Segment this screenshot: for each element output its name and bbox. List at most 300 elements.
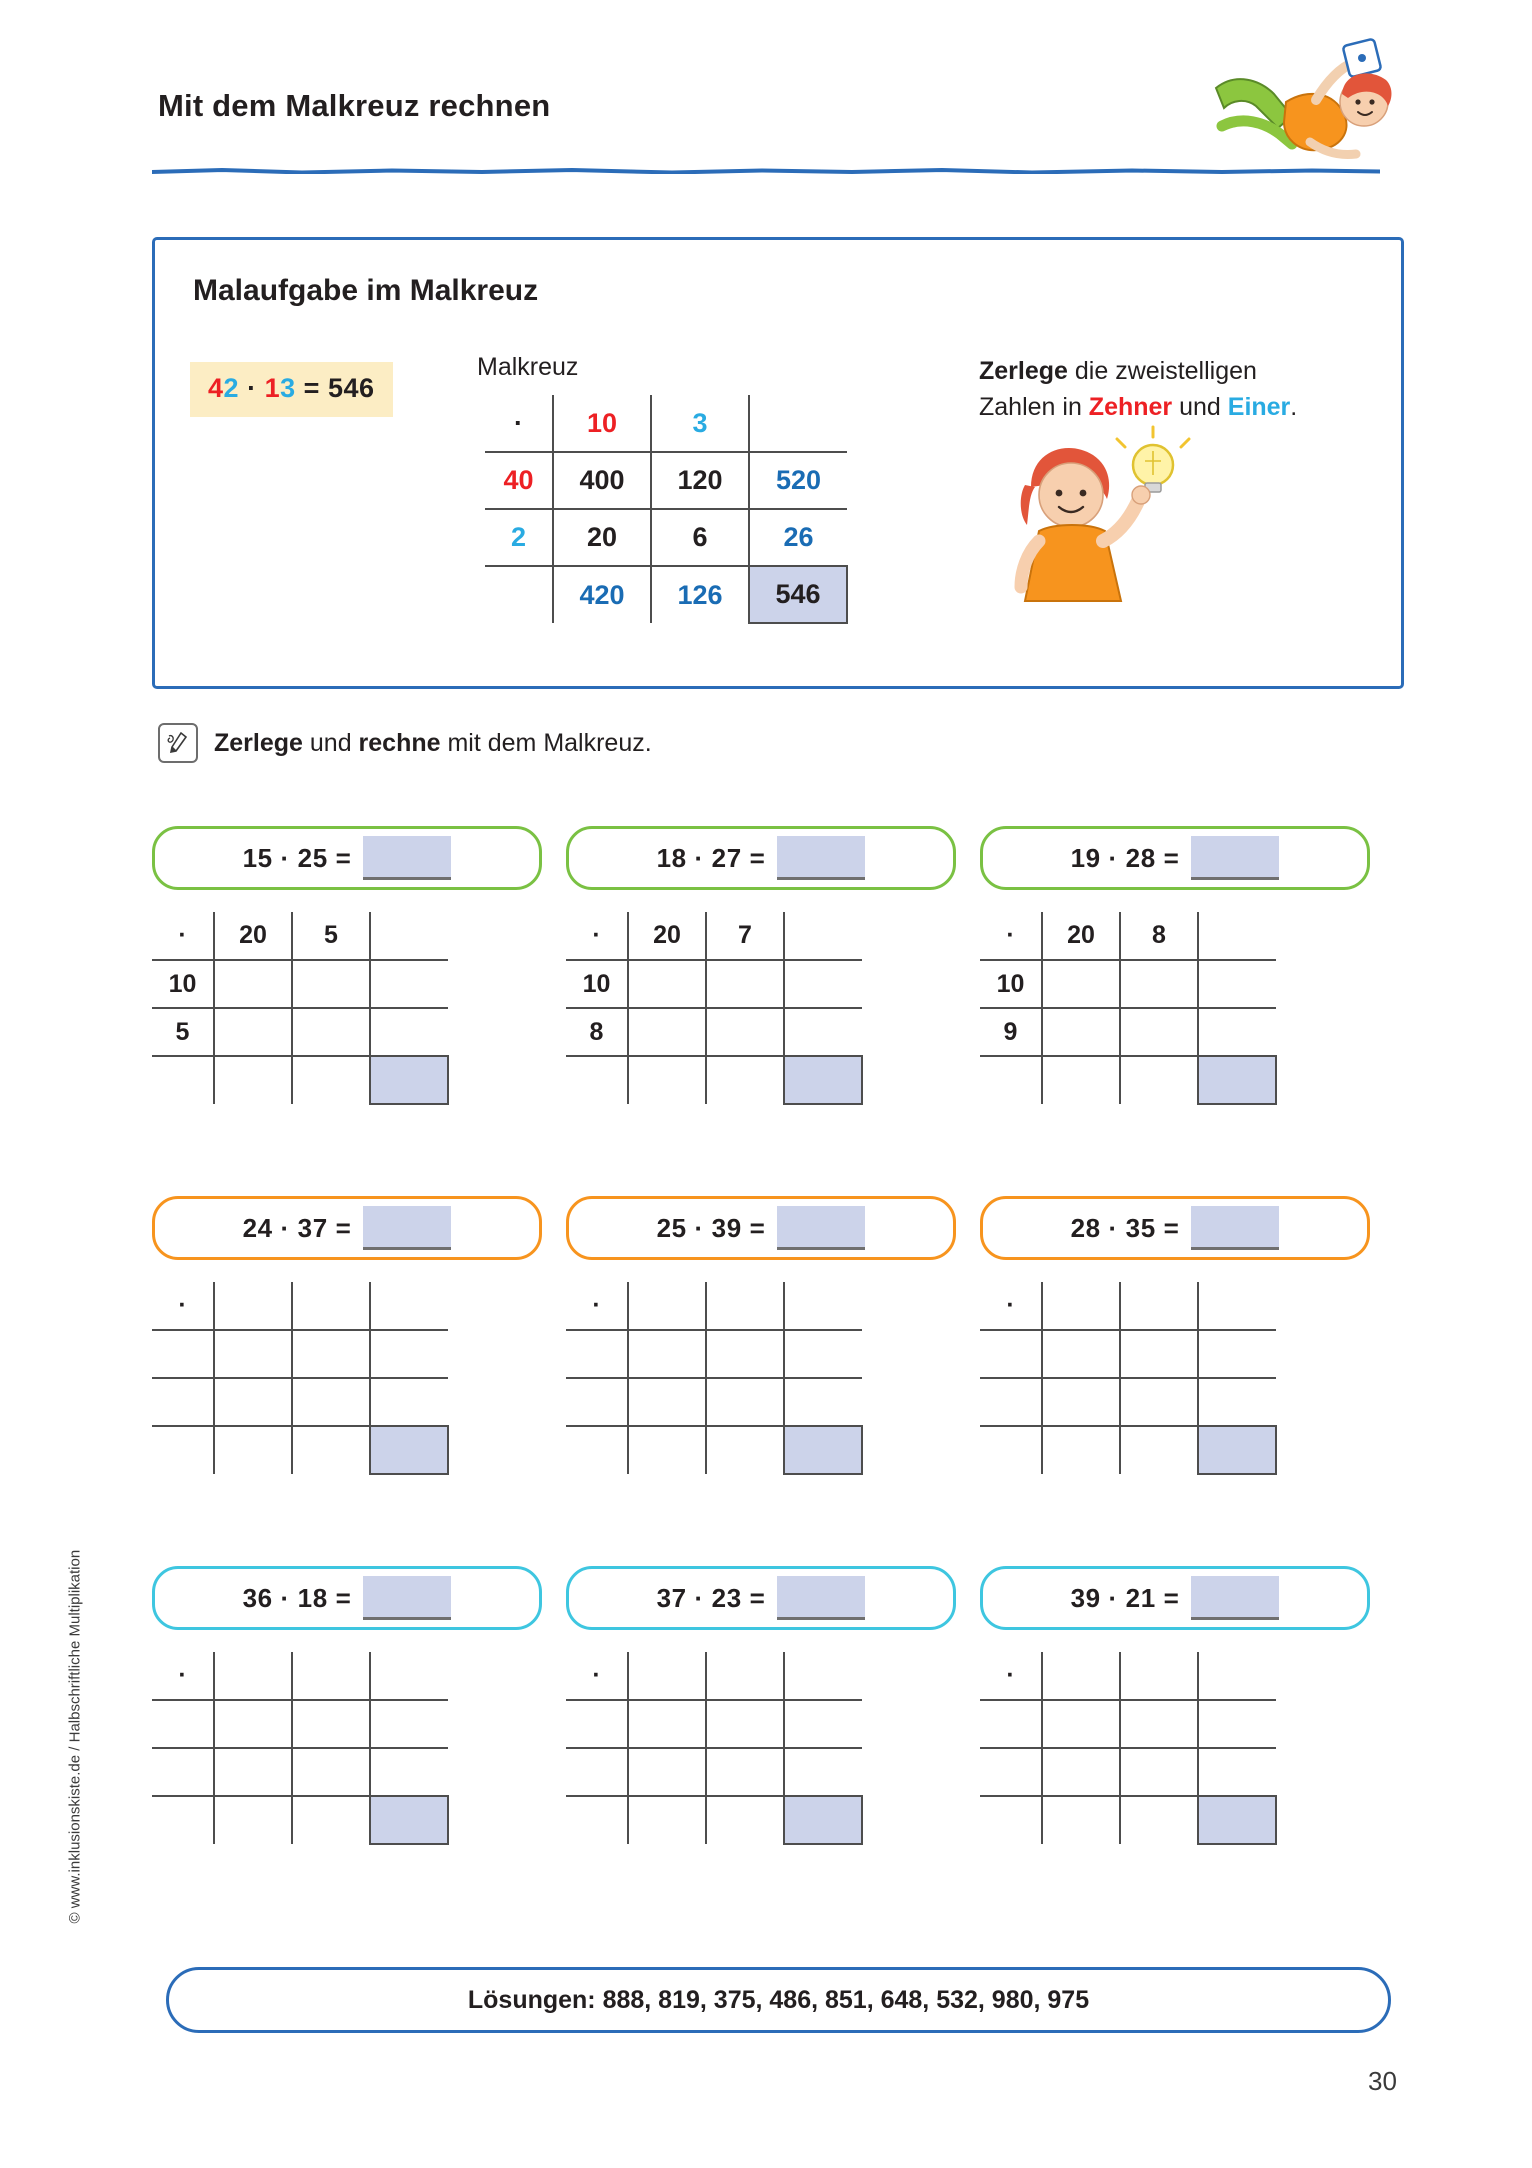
exercise-row-header-1[interactable] — [152, 1378, 214, 1426]
example-col-header-1: 3 — [651, 395, 749, 452]
exercise-cell-0-0[interactable] — [1042, 960, 1120, 1008]
exercise-row-sum-0[interactable] — [370, 960, 448, 1008]
exercise-equation — [1071, 836, 1280, 880]
exercise-col-sum-1[interactable] — [1120, 1056, 1198, 1104]
exercise-cell-1-0[interactable] — [1042, 1748, 1120, 1796]
exercise-block — [152, 1566, 542, 1845]
exercise-cell-1-1[interactable] — [706, 1008, 784, 1056]
table-row — [980, 1378, 1276, 1426]
exercise-cell-0-0[interactable] — [628, 1700, 706, 1748]
header-illustration-kid — [1188, 30, 1408, 170]
exercise-header-spacer — [370, 1282, 448, 1330]
exercise-dot: · — [694, 842, 704, 873]
exercise-row-header-1[interactable] — [152, 1748, 214, 1796]
instruction-row — [158, 723, 652, 763]
table-row — [980, 960, 1276, 1008]
exercise-row-sum-1[interactable] — [784, 1378, 862, 1426]
table-row-sums — [485, 566, 847, 623]
exercise-cell-0-1[interactable] — [706, 1330, 784, 1378]
exercise-factor-a: 36 — [242, 1582, 273, 1613]
exercise-row-sum-1[interactable] — [1198, 1748, 1276, 1796]
exercise-col-sum-0[interactable] — [628, 1426, 706, 1474]
example-illustration-kid-with-bulb — [995, 425, 1195, 660]
table-row — [485, 452, 847, 509]
exercise-cell-1-0[interactable] — [214, 1378, 292, 1426]
exercise-equation — [243, 836, 452, 880]
exercise-row-header-1[interactable]: 5 — [152, 1008, 214, 1056]
page-title: Mit dem Malkreuz rechnen — [158, 88, 551, 123]
table-row — [566, 1330, 862, 1378]
exercise-cell-0-0[interactable] — [214, 960, 292, 1008]
exercise-dot: · — [280, 1582, 290, 1613]
exercise-cell-0-0[interactable] — [628, 1330, 706, 1378]
exercise-col-header-1[interactable]: 8 — [1120, 912, 1198, 960]
exercise-corner-dot: · — [566, 1652, 628, 1700]
exercise-col-header-1[interactable] — [292, 1652, 370, 1700]
table-row — [566, 1700, 862, 1748]
table-row — [566, 1008, 862, 1056]
exercise-col-sum-0[interactable] — [214, 1056, 292, 1104]
instruction-text — [214, 729, 652, 758]
exercise-row-sum-0[interactable] — [784, 1700, 862, 1748]
exercise-total-field[interactable] — [784, 1796, 862, 1844]
exercise-header — [566, 1196, 956, 1260]
exercise-row-sum-1[interactable] — [370, 1378, 448, 1426]
exercise-header-spacer — [1198, 912, 1276, 960]
exercise-total-field[interactable] — [370, 1426, 448, 1474]
exercise-cell-1-0[interactable] — [628, 1008, 706, 1056]
exercise-corner-dot: · — [152, 912, 214, 960]
example-malkreuz-table — [485, 395, 848, 624]
exercise-cell-0-1[interactable] — [706, 1700, 784, 1748]
exercise-header-spacer — [370, 912, 448, 960]
exercise-col-sum-0[interactable] — [1042, 1426, 1120, 1474]
example-row-header-0: 40 — [485, 452, 553, 509]
exercise-cell-0-0[interactable] — [1042, 1330, 1120, 1378]
exercise-col-sum-0[interactable] — [1042, 1796, 1120, 1844]
table-row-header — [152, 1652, 448, 1700]
exercise-cell-1-0[interactable] — [628, 1748, 706, 1796]
exercise-equation — [243, 1206, 452, 1250]
exercise-col-sum-1[interactable] — [292, 1056, 370, 1104]
table-row-header — [152, 1282, 448, 1330]
exercise-col-sum-0[interactable] — [1042, 1056, 1120, 1104]
exercise-row-header-1[interactable]: 8 — [566, 1008, 628, 1056]
equation-equals: = — [303, 373, 320, 403]
exercise-answer-field[interactable] — [363, 836, 451, 880]
exercise-row-header-0[interactable] — [566, 1700, 628, 1748]
exercise-equals: = — [335, 1212, 352, 1243]
exercise-col-header-0[interactable] — [214, 1652, 292, 1700]
exercise-col-header-0[interactable] — [628, 1652, 706, 1700]
exercise-row-header-0[interactable]: 10 — [566, 960, 628, 1008]
exercise-row-header-1[interactable] — [980, 1378, 1042, 1426]
exercise-col-header-0[interactable] — [1042, 1652, 1120, 1700]
exercise-col-sum-1[interactable] — [292, 1796, 370, 1844]
table-row — [980, 1330, 1276, 1378]
equation-a-tens: 4 — [208, 373, 224, 403]
exercise-row-header-0[interactable] — [566, 1330, 628, 1378]
exercise-block — [152, 826, 542, 1105]
exercise-cell-0-1[interactable] — [706, 960, 784, 1008]
exercise-row-sum-0[interactable] — [1198, 1330, 1276, 1378]
instruction-rest: mit dem Malkreuz. — [440, 728, 652, 757]
exercise-sum-corner — [980, 1056, 1042, 1104]
exercise-row-header-1[interactable] — [980, 1748, 1042, 1796]
example-cell-0-0: 400 — [553, 452, 651, 509]
table-row-header — [980, 1652, 1276, 1700]
exercise-col-header-1[interactable] — [1120, 1652, 1198, 1700]
exercise-factor-a: 37 — [656, 1582, 687, 1613]
exercise-row-sum-0[interactable] — [784, 960, 862, 1008]
exercise-row-sum-0[interactable] — [1198, 960, 1276, 1008]
exercise-header-spacer — [370, 1652, 448, 1700]
exercise-corner-dot: · — [980, 1652, 1042, 1700]
exercise-col-header-0[interactable] — [214, 1282, 292, 1330]
exercise-col-header-0[interactable]: 20 — [628, 912, 706, 960]
note-line2-a: Zahlen in — [979, 392, 1089, 421]
exercise-row-header-1[interactable] — [566, 1378, 628, 1426]
exercise-col-sum-0[interactable] — [214, 1426, 292, 1474]
example-col-sum-0: 420 — [553, 566, 651, 623]
example-col-sum-1: 126 — [651, 566, 749, 623]
note-line1-rest: die zweistelligen — [1067, 357, 1257, 385]
exercise-col-header-1[interactable]: 7 — [706, 912, 784, 960]
exercise-factor-b: 39 — [711, 1212, 742, 1243]
table-row-header — [485, 395, 847, 452]
table-row — [152, 960, 448, 1008]
exercise-cell-0-1[interactable] — [292, 960, 370, 1008]
exercise-factor-b: 21 — [1125, 1582, 1156, 1613]
example-cell-1-0: 20 — [553, 509, 651, 566]
exercise-cell-1-1[interactable] — [706, 1378, 784, 1426]
exercise-corner-dot: · — [152, 1282, 214, 1330]
table-row-sums — [152, 1426, 448, 1474]
exercise-factor-b: 23 — [711, 1582, 742, 1613]
exercise-row-sum-0[interactable] — [784, 1330, 862, 1378]
example-row-sum-1: 26 — [749, 509, 847, 566]
example-col-header-0: 10 — [553, 395, 651, 452]
solutions-box — [166, 1967, 1391, 2033]
exercise-row-header-1[interactable] — [566, 1748, 628, 1796]
exercise-row-sum-1[interactable] — [1198, 1008, 1276, 1056]
exercise-cell-0-1[interactable] — [292, 1700, 370, 1748]
exercise-row-header-0[interactable] — [152, 1700, 214, 1748]
note-einer: Einer — [1227, 392, 1291, 421]
exercise-cell-0-0[interactable] — [1042, 1700, 1120, 1748]
table-row-sums — [566, 1796, 862, 1844]
exercise-equals: = — [749, 842, 766, 873]
exercise-col-sum-1[interactable] — [1120, 1796, 1198, 1844]
exercise-cell-1-0[interactable] — [1042, 1008, 1120, 1056]
exercise-row-header-0[interactable] — [980, 1700, 1042, 1748]
exercise-col-header-1[interactable] — [706, 1652, 784, 1700]
example-corner-dot: · — [485, 395, 553, 452]
exercise-equals: = — [749, 1582, 766, 1613]
table-row-sums — [152, 1056, 448, 1104]
exercise-block — [152, 1196, 542, 1475]
exercise-row-sum-1[interactable] — [370, 1008, 448, 1056]
exercise-equals: = — [1163, 1212, 1180, 1243]
example-total: 546 — [749, 566, 847, 623]
table-row — [980, 1008, 1276, 1056]
exercise-block — [980, 1566, 1370, 1845]
exercise-cell-0-1[interactable] — [1120, 1330, 1198, 1378]
table-row-sums — [980, 1056, 1276, 1104]
table-row-sums — [566, 1426, 862, 1474]
table-row — [152, 1330, 448, 1378]
exercise-malkreuz-table — [152, 1652, 449, 1845]
exercise-corner-dot: · — [566, 1282, 628, 1330]
exercise-header-spacer — [784, 1282, 862, 1330]
exercise-answer-field[interactable] — [1191, 1206, 1279, 1250]
exercise-col-header-1[interactable]: 5 — [292, 912, 370, 960]
exercise-block — [566, 826, 956, 1105]
exercise-malkreuz-table — [566, 1282, 863, 1475]
exercise-cell-1-1[interactable] — [1120, 1008, 1198, 1056]
note-line2-c: . — [1290, 392, 1298, 421]
exercise-sum-corner — [152, 1056, 214, 1104]
table-row — [980, 1700, 1276, 1748]
exercise-cell-0-1[interactable] — [1120, 1700, 1198, 1748]
exercise-factor-a: 15 — [242, 842, 273, 873]
note-line2-b: und — [1172, 392, 1228, 421]
exercise-row-sum-1[interactable] — [370, 1748, 448, 1796]
exercise-sum-corner — [980, 1426, 1042, 1474]
table-row — [485, 509, 847, 566]
exercise-header-spacer — [784, 912, 862, 960]
exercise-row-header-0[interactable] — [980, 1330, 1042, 1378]
exercise-cell-1-1[interactable] — [1120, 1378, 1198, 1426]
exercise-col-header-1[interactable] — [292, 1282, 370, 1330]
exercise-answer-field[interactable] — [363, 1206, 451, 1250]
note-bold-zerlege: Zerlege — [979, 357, 1068, 385]
exercise-cell-0-0[interactable] — [628, 960, 706, 1008]
exercise-dot: · — [280, 1212, 290, 1243]
exercise-corner-dot: · — [980, 912, 1042, 960]
exercise-row-sum-0[interactable] — [370, 1330, 448, 1378]
exercise-factor-a: 19 — [1070, 842, 1101, 873]
example-cell-1-1: 6 — [651, 509, 749, 566]
exercise-row-header-1[interactable]: 9 — [980, 1008, 1042, 1056]
example-row-header-1: 2 — [485, 509, 553, 566]
table-row-header — [566, 1652, 862, 1700]
exercise-col-header-0[interactable] — [628, 1282, 706, 1330]
exercise-sum-corner — [566, 1426, 628, 1474]
exercise-answer-field[interactable] — [363, 1576, 451, 1620]
exercise-malkreuz-table — [152, 912, 449, 1105]
malkreuz-caption: Malkreuz — [477, 353, 579, 381]
exercise-malkreuz-table — [980, 1652, 1277, 1845]
table-row-sums — [152, 1796, 448, 1844]
exercise-cell-0-0[interactable] — [214, 1330, 292, 1378]
example-sum-corner — [485, 566, 553, 623]
exercise-row-sum-1[interactable] — [784, 1748, 862, 1796]
exercise-dot: · — [1108, 1212, 1118, 1243]
table-row — [152, 1378, 448, 1426]
exercise-factor-b: 18 — [297, 1582, 328, 1613]
exercise-corner-dot: · — [152, 1652, 214, 1700]
exercise-sum-corner — [566, 1056, 628, 1104]
example-equation-highlight — [190, 362, 393, 417]
exercise-equation — [657, 1576, 866, 1620]
pencil-icon — [158, 723, 198, 763]
table-row-sums — [980, 1796, 1276, 1844]
exercise-cell-1-0[interactable] — [214, 1748, 292, 1796]
exercise-header — [152, 1566, 542, 1630]
example-row-sum-0: 520 — [749, 452, 847, 509]
exercise-row-header-0[interactable]: 10 — [980, 960, 1042, 1008]
exercise-cell-0-1[interactable] — [292, 1330, 370, 1378]
exercise-answer-field[interactable] — [777, 836, 865, 880]
example-note — [979, 354, 1339, 425]
exercise-col-sum-1[interactable] — [706, 1796, 784, 1844]
example-box — [152, 237, 1404, 689]
exercise-total-field[interactable] — [784, 1426, 862, 1474]
exercise-header-spacer — [784, 1652, 862, 1700]
exercise-total-field[interactable] — [784, 1056, 862, 1104]
exercise-col-header-1[interactable] — [706, 1282, 784, 1330]
exercise-cell-1-1[interactable] — [292, 1378, 370, 1426]
exercise-row-sum-0[interactable] — [1198, 1700, 1276, 1748]
exercise-factor-b: 37 — [297, 1212, 328, 1243]
exercise-dot: · — [694, 1212, 704, 1243]
instruction-bold-zerlege: Zerlege — [214, 728, 303, 757]
exercise-col-sum-0[interactable] — [214, 1796, 292, 1844]
equation-b-tens: 1 — [264, 373, 281, 403]
table-row-header — [152, 912, 448, 960]
exercise-equation — [243, 1576, 452, 1620]
exercise-header — [566, 826, 956, 890]
exercise-col-sum-0[interactable] — [628, 1056, 706, 1104]
exercise-factor-a: 28 — [1070, 1212, 1101, 1243]
exercise-header — [980, 826, 1370, 890]
example-header-spacer — [749, 395, 847, 452]
example-heading: Malaufgabe im Malkreuz — [193, 274, 539, 307]
exercise-equation — [657, 836, 866, 880]
exercise-header-spacer — [1198, 1652, 1276, 1700]
table-row-header — [566, 912, 862, 960]
exercise-total-field[interactable] — [1198, 1426, 1276, 1474]
exercise-header — [152, 1196, 542, 1260]
exercise-equation — [1071, 1206, 1280, 1250]
exercise-col-header-0[interactable]: 20 — [214, 912, 292, 960]
exercise-factor-a: 39 — [1070, 1582, 1101, 1613]
exercise-dot: · — [694, 1582, 704, 1613]
exercise-block — [980, 826, 1370, 1105]
exercise-malkreuz-table — [152, 1282, 449, 1475]
exercise-total-field[interactable] — [1198, 1796, 1276, 1844]
exercise-col-sum-1[interactable] — [706, 1056, 784, 1104]
table-row — [566, 960, 862, 1008]
table-row-sums — [980, 1426, 1276, 1474]
exercise-factor-b: 25 — [297, 842, 328, 873]
instruction-mid: und — [302, 728, 359, 757]
equation-result: 546 — [327, 373, 375, 403]
exercise-answer-field[interactable] — [1191, 836, 1279, 880]
exercise-cell-1-1[interactable] — [706, 1748, 784, 1796]
exercise-dot: · — [280, 842, 290, 873]
exercise-total-field[interactable] — [1198, 1056, 1276, 1104]
exercise-cell-1-0[interactable] — [1042, 1378, 1120, 1426]
exercise-row-sum-1[interactable] — [784, 1008, 862, 1056]
exercise-cell-1-1[interactable] — [292, 1008, 370, 1056]
exercise-sum-corner — [152, 1796, 214, 1844]
table-row — [152, 1700, 448, 1748]
exercise-answer-field[interactable] — [777, 1576, 865, 1620]
exercise-factor-a: 18 — [656, 842, 687, 873]
exercise-dot: · — [1108, 1582, 1118, 1613]
exercise-header-spacer — [1198, 1282, 1276, 1330]
exercise-factor-b: 27 — [711, 842, 742, 873]
exercise-answer-field[interactable] — [777, 1206, 865, 1250]
exercise-factor-a: 24 — [242, 1212, 273, 1243]
exercise-cell-1-1[interactable] — [1120, 1748, 1198, 1796]
table-row-header — [566, 1282, 862, 1330]
exercise-equals: = — [335, 842, 352, 873]
exercise-header — [152, 826, 542, 890]
exercise-cell-1-0[interactable] — [214, 1008, 292, 1056]
table-row — [980, 1748, 1276, 1796]
exercise-row-sum-0[interactable] — [370, 1700, 448, 1748]
exercise-cell-0-0[interactable] — [214, 1700, 292, 1748]
table-row — [152, 1748, 448, 1796]
exercise-cell-1-1[interactable] — [292, 1748, 370, 1796]
exercise-answer-field[interactable] — [1191, 1576, 1279, 1620]
exercise-col-header-0[interactable] — [1042, 1282, 1120, 1330]
exercise-sum-corner — [980, 1796, 1042, 1844]
exercise-corner-dot: · — [980, 1282, 1042, 1330]
page-number: 30 — [1368, 2066, 1397, 2096]
exercise-equation — [657, 1206, 866, 1250]
solutions-text: Lösungen: 888, 819, 375, 486, 851, 648, 532, 980, 975 — [467, 1985, 1090, 2014]
exercise-dot: · — [1108, 842, 1118, 873]
example-cell-0-1: 120 — [651, 452, 749, 509]
exercise-col-sum-1[interactable] — [292, 1426, 370, 1474]
exercise-col-sum-1[interactable] — [706, 1426, 784, 1474]
table-row-header — [980, 1282, 1276, 1330]
exercise-row-header-0[interactable] — [152, 1330, 214, 1378]
note-zehner: Zehner — [1088, 392, 1173, 421]
exercise-equals: = — [1163, 842, 1180, 873]
exercise-col-header-1[interactable] — [1120, 1282, 1198, 1330]
exercise-block — [980, 1196, 1370, 1475]
exercise-cell-1-0[interactable] — [628, 1378, 706, 1426]
exercise-total-field[interactable] — [370, 1796, 448, 1844]
exercise-equation — [1071, 1576, 1280, 1620]
exercise-equals: = — [749, 1212, 766, 1243]
exercise-corner-dot: · — [566, 912, 628, 960]
exercise-malkreuz-table — [980, 1282, 1277, 1475]
exercise-block — [566, 1196, 956, 1475]
exercise-sum-corner — [152, 1426, 214, 1474]
table-row — [566, 1748, 862, 1796]
exercise-col-header-0[interactable]: 20 — [1042, 912, 1120, 960]
instruction-bold-rechne: rechne — [358, 728, 441, 757]
exercise-factor-b: 35 — [1125, 1212, 1156, 1243]
exercise-equals: = — [1163, 1582, 1180, 1613]
exercise-header — [980, 1566, 1370, 1630]
table-row — [566, 1378, 862, 1426]
exercise-row-sum-1[interactable] — [1198, 1378, 1276, 1426]
exercise-cell-0-1[interactable] — [1120, 960, 1198, 1008]
exercise-row-header-0[interactable]: 10 — [152, 960, 214, 1008]
exercise-col-sum-1[interactable] — [1120, 1426, 1198, 1474]
exercise-total-field[interactable] — [370, 1056, 448, 1104]
exercise-block — [566, 1566, 956, 1845]
exercise-malkreuz-table — [566, 1652, 863, 1845]
exercise-col-sum-0[interactable] — [628, 1796, 706, 1844]
